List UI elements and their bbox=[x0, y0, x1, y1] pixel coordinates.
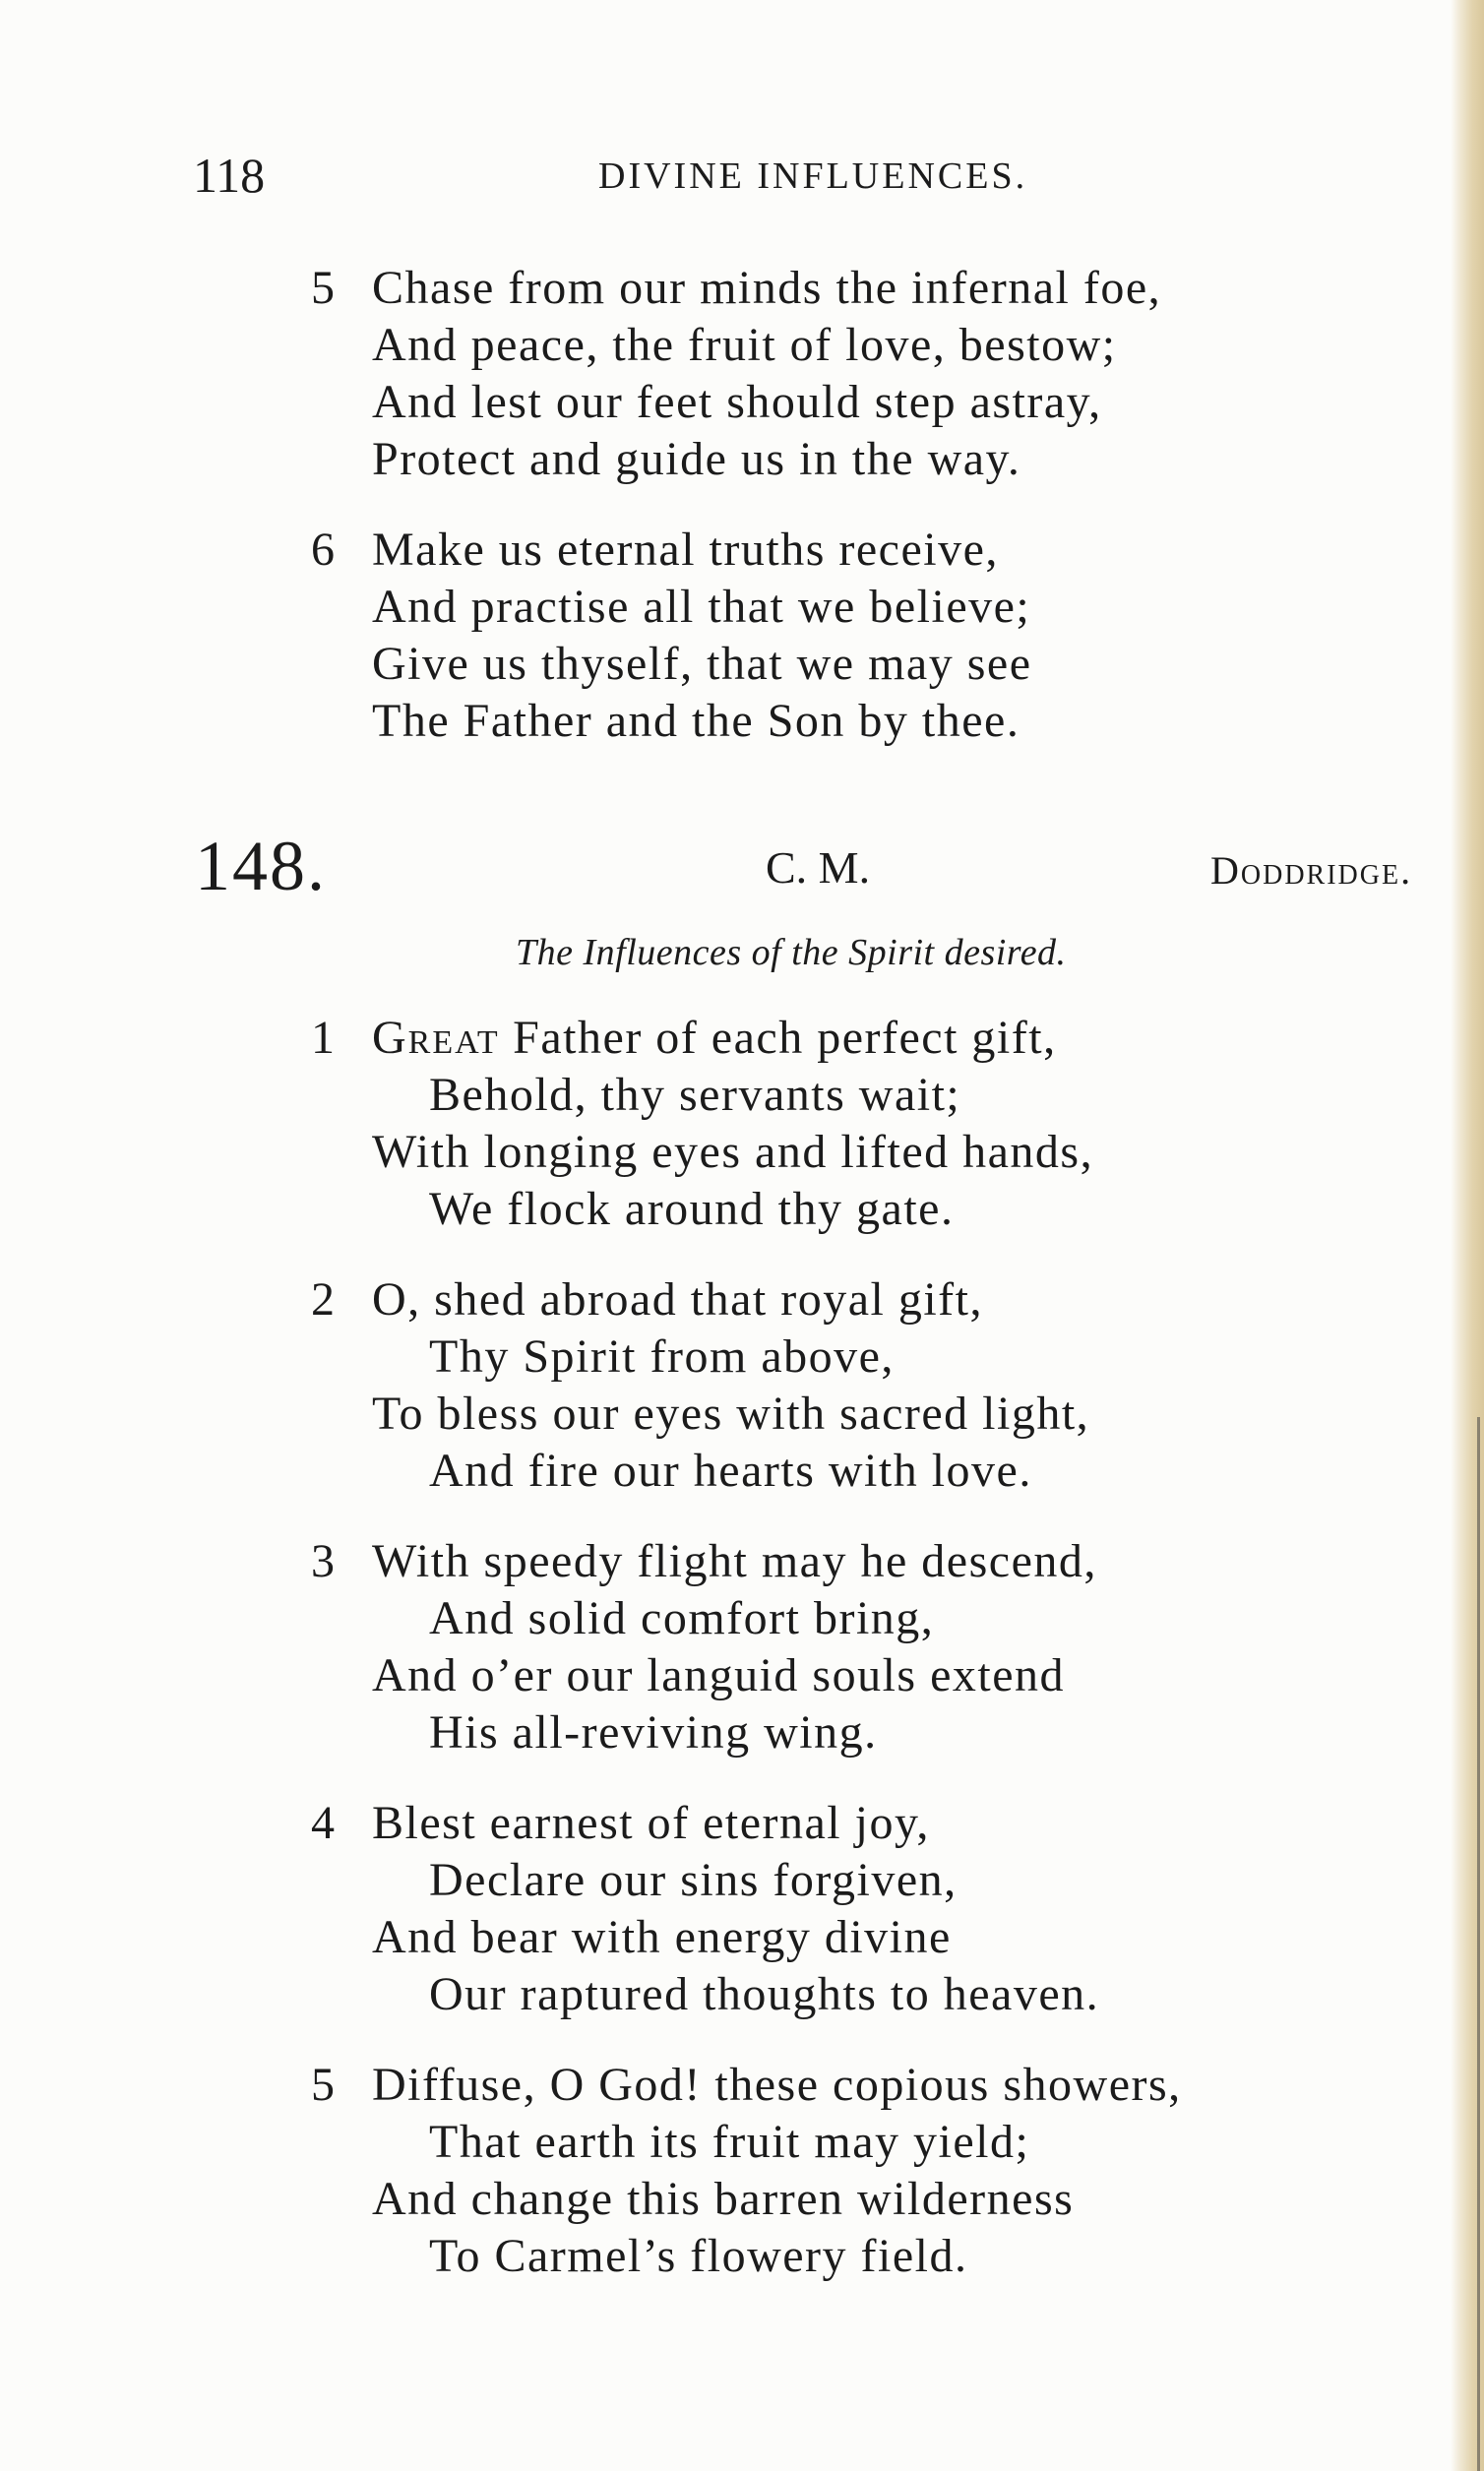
verse-line: O, shed abroad that royal gift, bbox=[372, 1273, 983, 1326]
verse-line: Blest earnest of eternal joy, bbox=[372, 1797, 930, 1849]
verse-line: Our raptured thoughts to heaven. bbox=[429, 1968, 1100, 2020]
verse-number: 3 bbox=[311, 1535, 335, 1587]
hymn-subtitle: The Influences of the Spirit desired. bbox=[516, 932, 1067, 973]
verse-first-word: Great bbox=[372, 1012, 500, 1064]
verse-line: Diffuse, O God! these copious showers, bbox=[372, 2059, 1182, 2111]
verse-line: His all-reviving wing. bbox=[429, 1706, 878, 1759]
hymn-number: 148. bbox=[195, 827, 327, 905]
verse-line: And bear with energy divine bbox=[372, 1911, 952, 1963]
running-head: DIVINE INFLUENCES. bbox=[598, 155, 1028, 197]
verse-line: We flock around thy gate. bbox=[429, 1183, 955, 1235]
verse-number: 4 bbox=[311, 1797, 335, 1849]
verse-number: 2 bbox=[311, 1273, 335, 1326]
page-number: 118 bbox=[193, 148, 266, 203]
verse-line: That earth its fruit may yield; bbox=[429, 2116, 1030, 2168]
verse-number: 1 bbox=[311, 1012, 335, 1064]
verse-line: And fire our hearts with love. bbox=[429, 1445, 1032, 1497]
verse-line: And practise all that we believe; bbox=[372, 581, 1031, 633]
verse-line: With speedy flight may he descend, bbox=[372, 1535, 1097, 1587]
hymn-author: Doddridge. bbox=[1210, 848, 1413, 893]
verse-number: 5 bbox=[311, 2059, 335, 2111]
verse-line: And lest our feet should step astray, bbox=[372, 376, 1102, 428]
verse-first-line bbox=[372, 1011, 1057, 1066]
verse-line: Make us eternal truths receive, bbox=[372, 524, 999, 576]
verse-number: 5 bbox=[311, 262, 335, 314]
verse-line: With longing eyes and lifted hands, bbox=[372, 1126, 1094, 1178]
verse-line: Declare our sins forgiven, bbox=[429, 1854, 958, 1906]
verse-line: Behold, thy servants wait; bbox=[429, 1069, 961, 1121]
verse-line: Thy Spirit from above, bbox=[429, 1330, 895, 1383]
verse-line: To bless our eyes with sacred light, bbox=[372, 1388, 1090, 1440]
verse-line: Give us thyself, that we may see bbox=[372, 638, 1032, 690]
verse-first-line-rest: Father of each perfect gift, bbox=[499, 1012, 1057, 1064]
page-edge-line bbox=[1477, 1417, 1480, 2471]
verse-line: Protect and guide us in the way. bbox=[372, 433, 1021, 485]
page-header bbox=[0, 146, 1484, 205]
verse-line: And peace, the fruit of love, bestow; bbox=[372, 319, 1117, 371]
verse-line: And change this barren wilderness bbox=[372, 2173, 1075, 2225]
verse-line: And o’er our languid souls extend bbox=[372, 1649, 1066, 1701]
verse-line: And solid comfort bring, bbox=[429, 1592, 935, 1644]
verse-line: The Father and the Son by thee. bbox=[372, 695, 1020, 747]
verse-line: Chase from our minds the infernal foe, bbox=[372, 262, 1162, 314]
hymn-meter: C. M. bbox=[766, 842, 871, 893]
verse-line: To Carmel’s flowery field. bbox=[429, 2230, 968, 2282]
verse-number: 6 bbox=[311, 524, 335, 576]
